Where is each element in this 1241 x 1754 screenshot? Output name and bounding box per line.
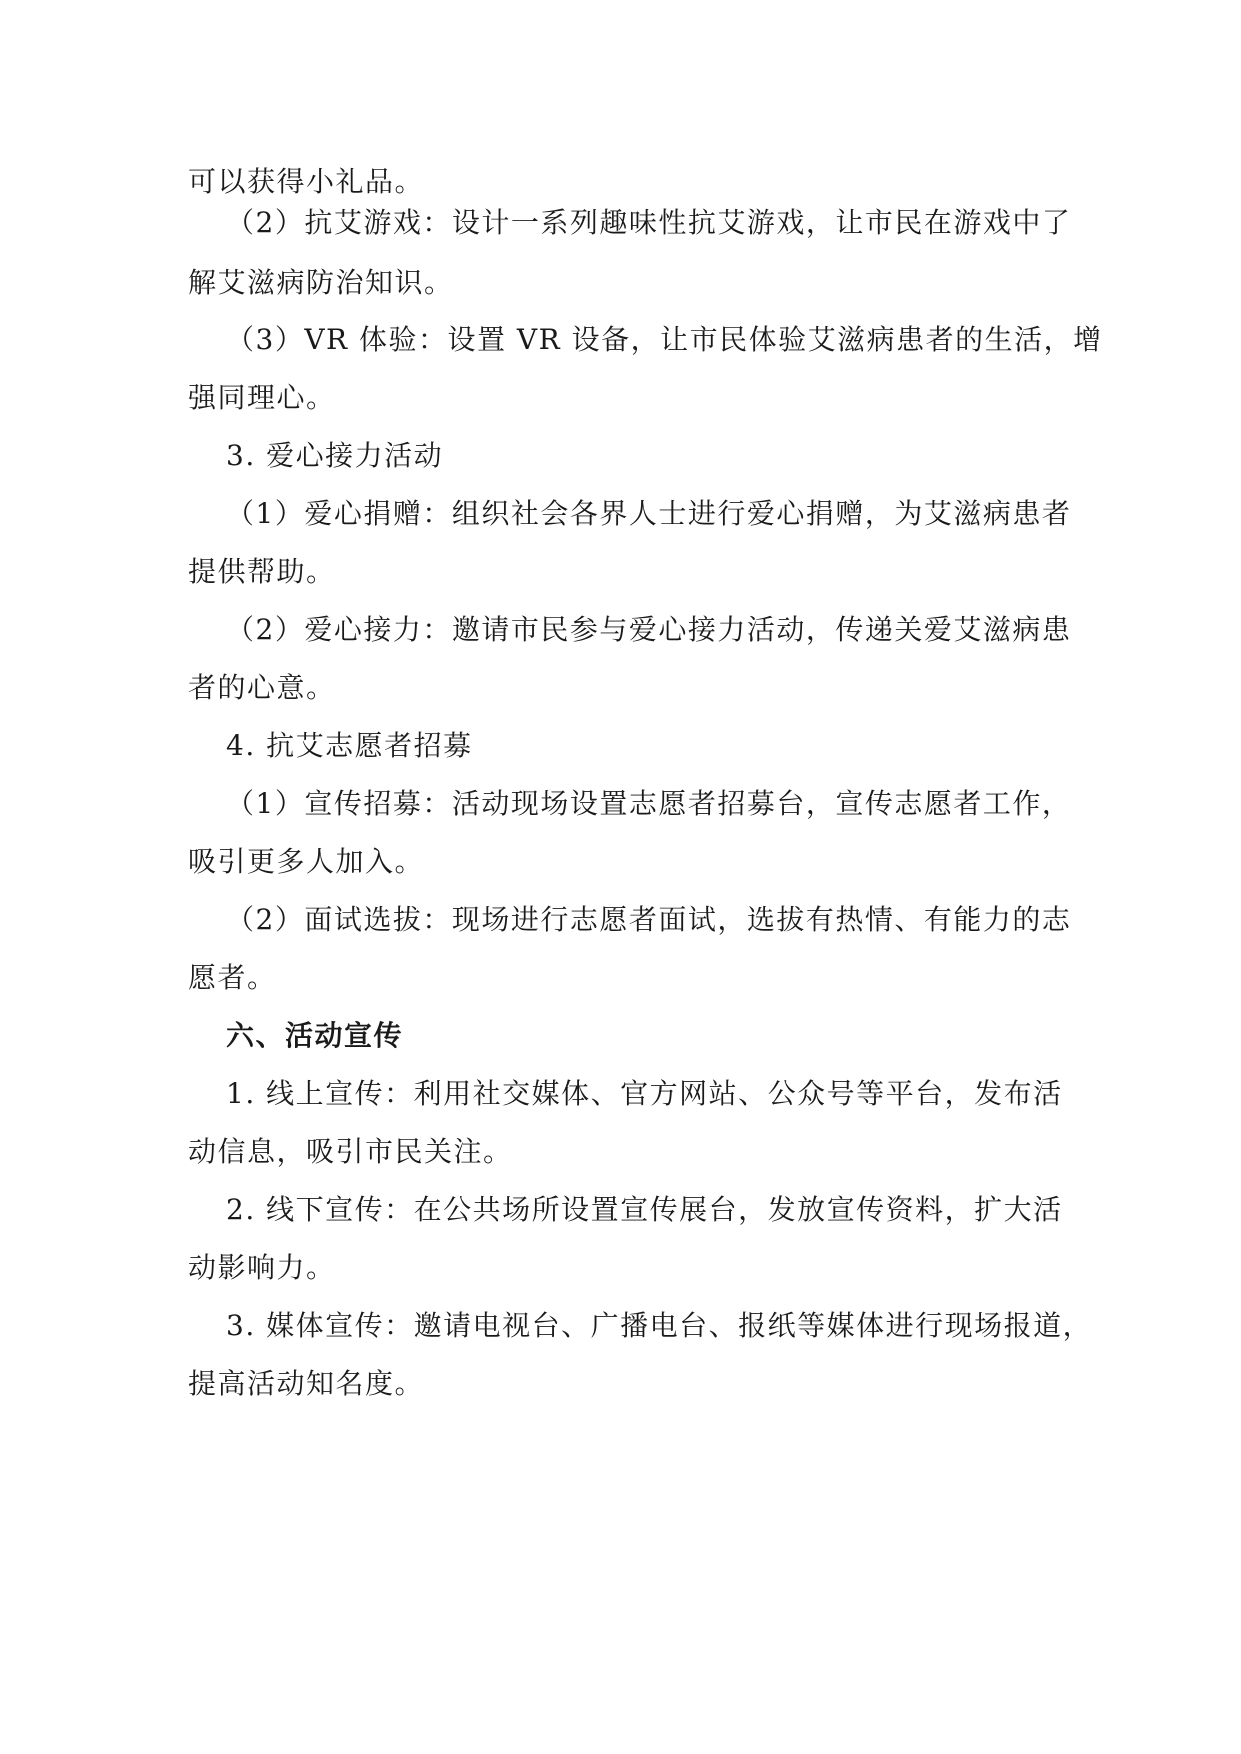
body-text-line: 可以获得小礼品。 [188, 165, 425, 198]
list-item-line: 3. 媒体宣传：邀请电视台、广播电台、报纸等媒体进行现场报道， [226, 1309, 1093, 1342]
list-item-line: 1. 线上宣传：利用社交媒体、官方网站、公众号等平台，发布活 [226, 1077, 1063, 1110]
body-text-line: 者的心意。 [188, 671, 336, 704]
body-text-line: 提高活动知名度。 [188, 1367, 425, 1400]
body-text-line: 动信息，吸引市民关注。 [188, 1135, 513, 1168]
body-text-line: 动影响力。 [188, 1251, 336, 1284]
body-text-line: 吸引更多人加入。 [188, 845, 425, 878]
list-item-line: （2）抗艾游戏：设计一系列趣味性抗艾游戏，让市民在游戏中了 [226, 206, 1072, 239]
section-item-title: 3. 爱心接力活动 [226, 439, 444, 472]
list-item-line: （2）爱心接力：邀请市民参与爱心接力活动，传递关爱艾滋病患 [226, 613, 1072, 646]
list-item-line: （2）面试选拔：现场进行志愿者面试，选拔有热情、有能力的志 [226, 903, 1072, 936]
body-text-line: 提供帮助。 [188, 555, 336, 588]
section-item-title: 4. 抗艾志愿者招募 [226, 729, 473, 762]
list-item-line: （1）宣传招募：活动现场设置志愿者招募台，宣传志愿者工作， [226, 787, 1072, 820]
body-text-line: 愿者。 [188, 961, 277, 994]
list-item-line: 2. 线下宣传：在公共场所设置宣传展台，发放宣传资料，扩大活 [226, 1193, 1063, 1226]
body-text-line: 解艾滋病防治知识。 [188, 266, 454, 299]
list-item-line: （1）爱心捐赠：组织社会各界人士进行爱心捐赠，为艾滋病患者 [226, 497, 1072, 530]
body-text-line: 强同理心。 [188, 381, 336, 414]
section-heading: 六、活动宣传 [226, 1019, 404, 1052]
list-item-line: （3）VR 体验：设置 VR 设备，让市民体验艾滋病患者的生活，增 [226, 323, 1103, 356]
